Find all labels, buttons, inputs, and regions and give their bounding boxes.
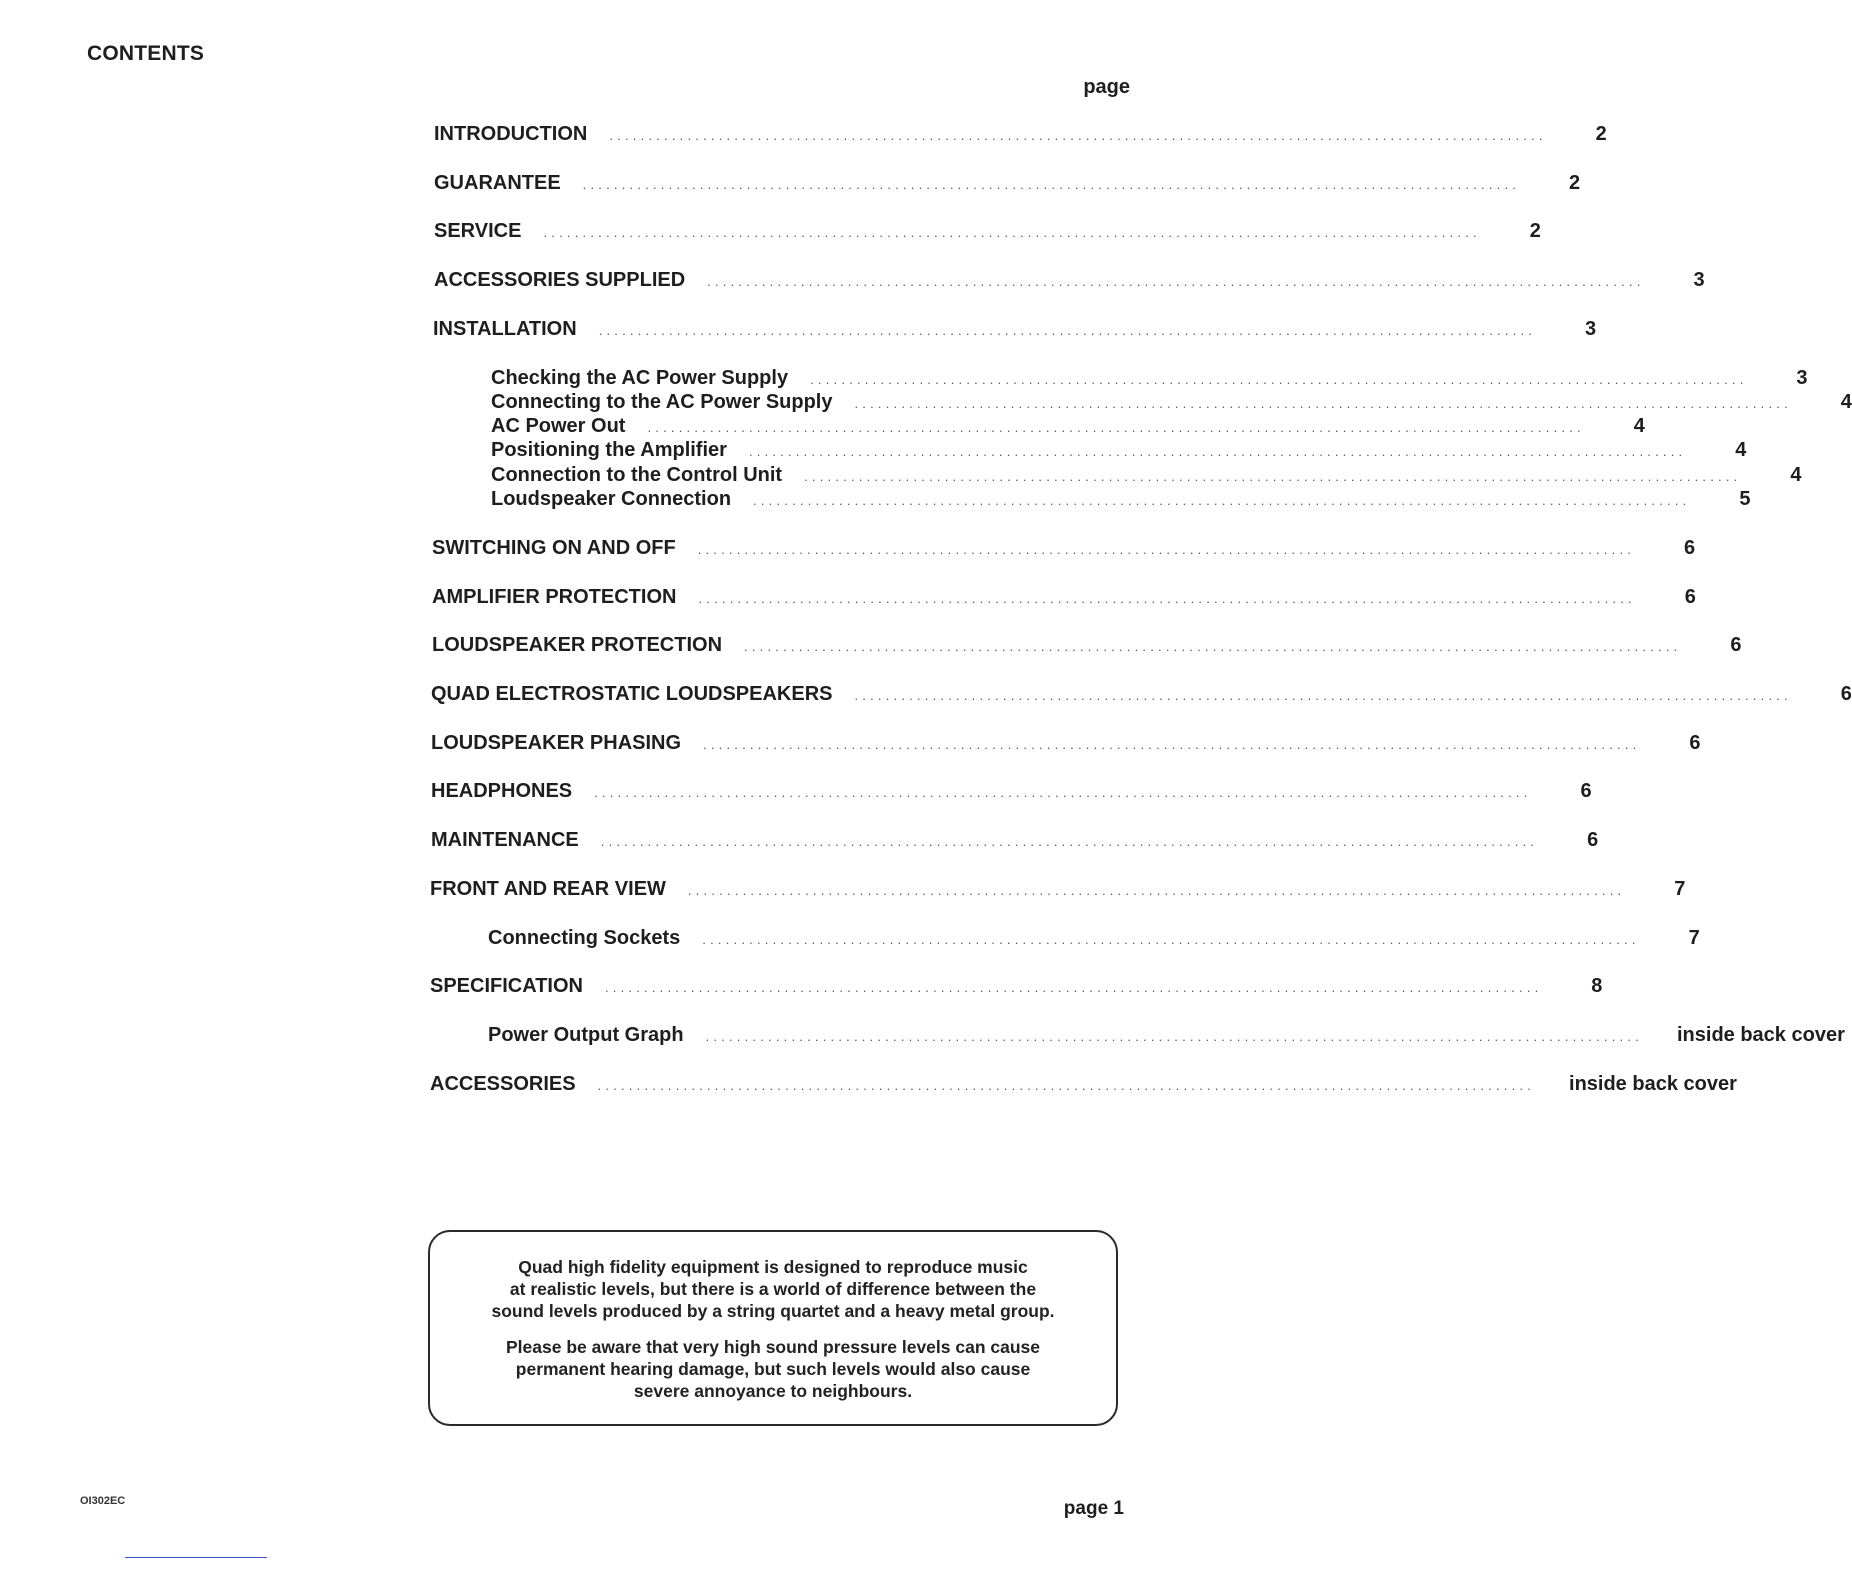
- page-title: CONTENTS: [87, 42, 205, 65]
- notice-line: sound levels produced by a string quartet and a heavy metal group.: [491, 1301, 1055, 1321]
- toc-entry-page: 4: [1735, 439, 1747, 461]
- toc-entry-label: Connecting to the AC Power Supply: [491, 391, 833, 413]
- document-code: OI302EC: [80, 1495, 126, 1507]
- toc-entry-page: 6: [1683, 537, 1696, 559]
- toc-entry-page: 2: [1529, 220, 1541, 242]
- dot-leader: ........................................................................................................................: [594, 785, 1532, 800]
- dot-leader: ........................................................................................................................: [703, 737, 1641, 752]
- dot-leader: ........................................................................................................................: [597, 1078, 1536, 1093]
- dot-leader: ........................................................................................................................: [705, 1029, 1643, 1044]
- dot-leader: ........................................................................................................................: [697, 542, 1636, 557]
- toc-entry-service[interactable]: [434, 220, 1541, 246]
- toc-entry-page: 4: [1790, 464, 1802, 486]
- dot-leader: ........................................................................................................................: [854, 688, 1792, 703]
- dot-leader: ........................................................................................................................: [698, 591, 1636, 606]
- toc-entry-page: 3: [1584, 318, 1597, 340]
- dot-leader: ........................................................................................................................: [753, 493, 1691, 508]
- hearing-warning-notice: [428, 1230, 1118, 1426]
- toc-entry-label: Positioning the Amplifier: [491, 439, 727, 461]
- toc-entry-page: 3: [1693, 269, 1705, 291]
- toc-entry-label: SERVICE: [434, 220, 522, 242]
- dot-leader: ........................................................................................................................: [748, 444, 1687, 459]
- toc-entry-label: AMPLIFIER PROTECTION: [432, 586, 677, 608]
- toc-entry-page: 8: [1591, 975, 1603, 997]
- toc-entry-page: 7: [1688, 927, 1700, 949]
- toc-entry-page: 6: [1840, 683, 1852, 705]
- toc-entry-label: AC Power Out: [491, 415, 626, 437]
- toc-entry-page: 4: [1633, 415, 1645, 437]
- dot-leader: ........................................................................................................................: [598, 323, 1537, 338]
- notice-line: severe annoyance to neighbours.: [633, 1381, 913, 1401]
- toc-entry-page: 6: [1587, 829, 1599, 851]
- toc-entry-label: Power Output Graph: [488, 1024, 684, 1046]
- dot-leader: ........................................................................................................................: [810, 372, 1748, 387]
- dot-leader: ........................................................................................................................: [600, 834, 1539, 849]
- toc-entry-label: Connection to the Control Unit: [491, 464, 783, 486]
- dot-leader: ........................................................................................................................: [744, 639, 1682, 654]
- dot-leader: ........................................................................................................................: [604, 980, 1543, 995]
- dot-leader: ........................................................................................................................: [804, 469, 1742, 484]
- dot-leader: ........................................................................................................................: [543, 225, 1481, 240]
- toc-entry-label: Checking the AC Power Supply: [491, 367, 789, 389]
- notice-line: Please be aware that very high sound pressure levels can cause: [506, 1337, 1040, 1357]
- toc-entry-label: Connecting Sockets: [488, 927, 681, 949]
- toc-entry-page: 6: [1730, 634, 1742, 656]
- toc-subentry-connection-control-unit[interactable]: [491, 464, 1802, 488]
- toc-entry-page: 6: [1580, 780, 1592, 802]
- toc-entry-label: SPECIFICATION: [430, 975, 583, 997]
- toc-subentry-connecting-sockets[interactable]: [488, 927, 1700, 953]
- toc-entry-switching-on-and-off[interactable]: [432, 537, 1696, 563]
- toc-entry-headphones[interactable]: [431, 780, 1592, 806]
- notice-paragraph: [430, 1256, 1116, 1322]
- toc-entry-accessories-supplied[interactable]: [434, 269, 1705, 295]
- toc-entry-label: HEADPHONES: [431, 780, 573, 802]
- toc-entry-page: 3: [1796, 367, 1808, 389]
- toc-entry-label: ACCESSORIES SUPPLIED: [434, 269, 686, 291]
- toc-entry-loudspeaker-phasing[interactable]: [431, 732, 1701, 758]
- toc-entry-label: SWITCHING ON AND OFF: [432, 537, 676, 559]
- notice-paragraph: [430, 1336, 1116, 1402]
- toc-entry-installation[interactable]: [433, 318, 1597, 344]
- dot-leader: ........................................................................................................................: [582, 177, 1521, 192]
- toc-subentry-connecting-ac-power-supply[interactable]: [491, 391, 1852, 415]
- toc-entry-label: ACCESSORIES: [430, 1073, 576, 1095]
- toc-entry-label: INSTALLATION: [433, 318, 577, 340]
- toc-entry-label: LOUDSPEAKER PHASING: [431, 732, 682, 754]
- dot-leader: ........................................................................................................................: [854, 396, 1792, 411]
- toc-entry-quad-electrostatic-loudspeakers[interactable]: [431, 683, 1852, 709]
- toc-entry-page: inside back cover: [1569, 1073, 1737, 1095]
- toc-entry-page: 4: [1840, 391, 1852, 413]
- toc-subentry-checking-ac-power-supply[interactable]: [491, 367, 1808, 391]
- dot-leader: ........................................................................................................................: [702, 932, 1640, 947]
- toc-entry-page: 6: [1684, 586, 1696, 608]
- page-column-label: page: [1083, 76, 1130, 98]
- toc-entry-front-and-rear-view[interactable]: [430, 878, 1686, 904]
- dot-leader: ........................................................................................................................: [609, 128, 1547, 143]
- toc-entry-specification[interactable]: [430, 975, 1603, 1001]
- notice-line: permanent hearing damage, but such levels would also cause: [515, 1359, 1031, 1379]
- toc-entry-amplifier-protection[interactable]: [432, 586, 1696, 612]
- toc-entry-page: inside back cover: [1676, 1024, 1845, 1046]
- toc-entry-page: 6: [1689, 732, 1701, 754]
- toc-entry-accessories[interactable]: [430, 1073, 1737, 1099]
- toc-entry-label: MAINTENANCE: [431, 829, 579, 851]
- toc-entry-label: LOUDSPEAKER PROTECTION: [432, 634, 723, 656]
- toc-entry-maintenance[interactable]: [431, 829, 1599, 855]
- dot-leader: ........................................................................................................................: [687, 883, 1626, 898]
- toc-entry-label: GUARANTEE: [434, 172, 561, 194]
- dot-leader: ........................................................................................................................: [707, 274, 1645, 289]
- page-number: page 1: [1063, 1498, 1124, 1519]
- toc-entry-label: Loudspeaker Connection: [491, 488, 732, 510]
- toc-entry-introduction[interactable]: [434, 123, 1607, 149]
- toc-entry-page: 2: [1595, 123, 1607, 145]
- toc-entry-label: QUAD ELECTROSTATIC LOUDSPEAKERS: [431, 683, 833, 705]
- dot-leader: ........................................................................................................................: [647, 420, 1585, 435]
- toc-entry-label: FRONT AND REAR VIEW: [430, 878, 666, 900]
- footer-rule: [125, 1557, 267, 1558]
- toc-entry-page: 2: [1568, 172, 1581, 194]
- notice-line: at realistic levels, but there is a world of difference between the: [509, 1279, 1037, 1299]
- toc-entry-page: 7: [1674, 878, 1686, 900]
- toc-subentry-loudspeaker-connection[interactable]: [491, 488, 1751, 512]
- notice-line: Quad high fidelity equipment is designed to reproduce music: [518, 1257, 1028, 1277]
- toc-entry-guarantee[interactable]: [434, 172, 1581, 198]
- toc-subentry-ac-power-out[interactable]: [491, 415, 1645, 439]
- toc-entry-label: INTRODUCTION: [434, 123, 588, 145]
- toc-subentry-power-output-graph[interactable]: [488, 1024, 1845, 1050]
- toc-entry-page: 5: [1739, 488, 1751, 510]
- toc-subentry-positioning-amplifier[interactable]: [491, 439, 1747, 463]
- toc-entry-loudspeaker-protection[interactable]: [432, 634, 1742, 660]
